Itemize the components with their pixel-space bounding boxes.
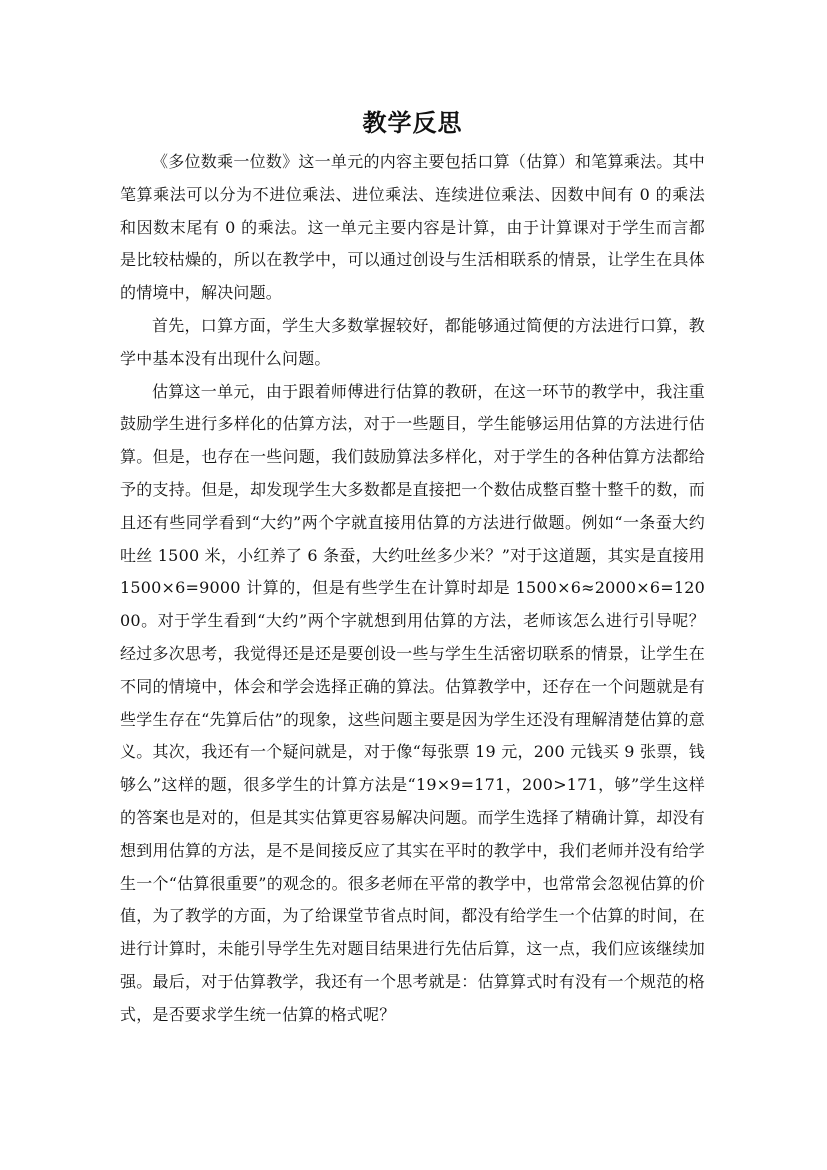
paragraph-3: 估算这一单元，由于跟着师傅进行估算的教研，在这一环节的教学中，我注重鼓励学生进行多样化的估算方法，对于一些题目，学生能够运用估算的方法进行估算。但是，也存在一些问题，我们鼓励算法多样化，对于学生的各种估算方法都给予的支持。但是，却发现学生大多数都是直接把一个数估成整百整十整千的数，而且还有些同学看到“大约”两个字就直接用估算的方法进行做题。例如“一条蚕大约吐丝 1500 米，小红养了 6 条蚕，大约吐丝多少米？”对于这道题，其实是直接用 1500×6=9000 计算的，但是有些学生在计算时却是 1500×6≈2000×6=12000。对于学生看到“大约”两个字就想到用估算的方法，老师该怎么进行引导呢？经过多次思考，我觉得还是还是要创设一些与学生生活密切联系的情景，让学生在不同的情境中，体会和学会选择正确的算法。估算教学中，还存在一个问题就是有些学生存在“先算后估”的现象，这些问题主要是因为学生还没有理解清楚估算的意义。其次，我还有一个疑问就是，对于像“每张票 19 元，200 元钱买 9 张票，钱够么”这样的题，很多学生的计算方法是“19×9=171，200>171，够”学生这样的答案也是对的，但是其实估算更容易解决问题。而学生选择了精确计算，却没有想到用估算的方法，是不是间接反应了其实在平时的教学中，我们老师并没有给学生一个“估算很重要”的观念的。很多老师在平常的教学中，也常常会忽视估算的价值，为了教学的方面，为了给课堂节省点时间，都没有给学生一个估算的时间，在进行计算时，未能引导学生先对题目结果进行先估后算，这一点，我们应该继续加强。最后，对于估算教学，我还有一个思考就是：估算算式时有没有一个规范的格式，是否要求学生统一估算的格式呢？ xyxy=(120,381,705,1024)
document-page xyxy=(120,104,705,1032)
paragraph-2: 首先，口算方面，学生大多数掌握较好，都能够通过简便的方法进行口算，教学中基本没有出现什么问题。 xyxy=(120,315,705,368)
paragraph-1: 《多位数乘一位数》这一单元的内容主要包括口算（估算）和笔算乘法。其中笔算乘法可以分为不进位乘法、进位乘法、连续进位乘法、因数中间有 0 的乘法和因数末尾有 0 的乘法。这一单元主要内容是计算，由于计算课对于学生而言都是比较枯燥的，所以在教学中，可以通过创设与生活相联系的情景，让学生在具体的情境中，解决问题。 xyxy=(120,152,705,303)
document-title: 教学反思 xyxy=(362,109,463,137)
